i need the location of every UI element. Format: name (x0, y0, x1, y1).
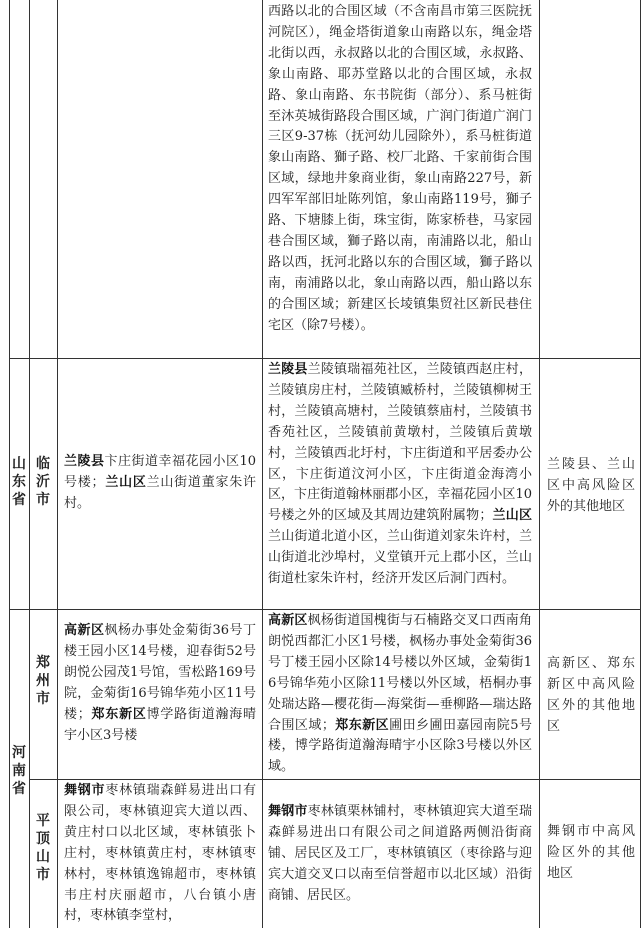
area-text: 兰山街道董家朱许村。 (64, 474, 256, 511)
district-name: 兰陵县 (64, 454, 105, 469)
high-risk-cell (64, 621, 256, 746)
col-border (57, 0, 58, 928)
area-text: 枣林镇瑞森鲜易进出口有限公司，枣林镇迎宾大道以西、黄庄村口以北区域，枣林镇张卜庄村，枣林镇黄庄村，枣林镇枣林村，枣林镇逸锦超市，枣林镇韦庄村庆丽超市，八台镇小唐村，枣林镇李堂村， (64, 783, 256, 924)
area-text: 枣林镇栗林铺村，枣林镇迎宾大道至瑞森鲜易进出口有限公司之间道路两侧沿街商铺、居民区及工厂，枣林镇镇区（枣徐路与迎宾大道交叉口以南至信誉超市以北区域）沿街商铺、居民区。 (268, 804, 532, 903)
continued-mid-risk-text: 西路以北的合围区域（不含南昌市第三医院抚河院区），绳金塔街道象山南路以东，绳金塔北街以西，永叔路以北的合围区域，永叔路、象山南路、耶苏堂路以北的合围区域，永叔路、象山南路、东书院街（部分）、系马桩街至沐英城街路段合围区域，广润门街道广润门三区9-37栋（抚河幼儿园除外），系马桩街道象山南路、獅子路、校厂北路、千家前街合围区域，绿地井象商业街，象山南路227号，新四军军部旧址陈列馆，象山南路119号，獅子路、下塘膝上街，珠宝街，陈家桥巷，马家园巷合围区域，獅子路以南，南浦路以北，船山路以西，抚河北路以东的合围区域，獅子路以南，南浦路以北，象山南路以西，船山路以东的合围区域；新建区长堎镇集贸社区新民巷住宅区（除7号楼）。 (268, 4, 532, 333)
area-text: 圃田乡圃田嘉园南院5号楼，博学路街道瀚海晴宇小区除3号楼以外区域。 (268, 717, 532, 775)
row-border (29, 779, 641, 780)
row-border (9, 358, 641, 359)
district-name: 兰山区 (104, 474, 147, 490)
city-label: 平顶山市 (36, 813, 50, 883)
mid-risk-cell (268, 611, 532, 778)
col-border (262, 0, 263, 928)
area-text: 枫杨街道国槐街与石楠路交叉口西南角朗悦西都汇小区1号楼，枫杨办事处金菊街36号丁楼王园小区除14号楼以外区域，金菊街16号锦华苑小区除11号楼以外区域，梧桐办事处瑞达路—樱花街—海棠街—垂柳路—瑞达路合围区域； (268, 613, 532, 733)
district-name: 高新区 (64, 623, 105, 638)
mid-risk-cell (268, 360, 532, 590)
col-border (29, 0, 30, 928)
area-text: 枫杨办事处金菊街36号丁楼王园小区14号楼，迎春街52号朗悦公园茂1号馆，雪松路169号院，金菊街16号锦华苑小区11号楼； (64, 623, 256, 722)
low-risk-cell: 高新区、郑东新区中高风险区外的其他地区 (547, 656, 635, 734)
area-text: 卞庄街道幸福花园小区10号楼； (64, 454, 256, 490)
row-border (9, 609, 641, 610)
area-text: 博学路街道瀚海晴宇小区3号楼 (64, 706, 256, 743)
district-name: 舞钢市 (268, 804, 308, 819)
low-risk-cell: 兰陵县、兰山区中高风险区外的其他地区 (547, 457, 635, 514)
province-label: 河南省 (12, 745, 26, 797)
district-name: 郑东新区 (90, 706, 147, 722)
district-name: 高新区 (268, 613, 308, 628)
province-label: 山东省 (12, 456, 26, 508)
district-name: 郑东新区 (334, 717, 390, 733)
area-text: 兰陵镇瑞福苑社区，兰陵镇西赵庄村，兰陵镇房庄村，兰陵镇臧桥村，兰陵镇柳树王村，兰陵镇高塘村，兰陵镇蔡庙村，兰陵镇书香苑社区，兰陵镇前黄墩村，兰陵镇后黄墩村，兰陵镇西北圩村，卞庄街道和平居委办公区，卞庄街道汶河小区，卞庄街道金海湾小区，卞庄街道翰林丽郡小区，幸福花园小区10号楼之外的区域及其周边建筑附属物； (268, 362, 532, 524)
area-text: 兰山街道北道小区，兰山街道刘家朱许村，兰山街道北沙埠村，义堂镇开元上郡小区，兰山街道杜家朱许村，经济开发区后洞门西村。 (268, 529, 532, 587)
col-border (539, 0, 540, 928)
low-risk-cell: 舞钢市中高风险区外的其他地区 (547, 824, 635, 881)
district-name: 兰陵县 (268, 362, 308, 377)
district-name: 兰山区 (492, 508, 532, 524)
high-risk-cell (64, 452, 256, 515)
city-label: 临沂市 (36, 456, 50, 508)
district-name: 舞钢市 (64, 783, 106, 798)
city-label: 郑州市 (36, 655, 50, 707)
high-risk-cell (64, 781, 256, 927)
mid-risk-cell (268, 802, 532, 907)
